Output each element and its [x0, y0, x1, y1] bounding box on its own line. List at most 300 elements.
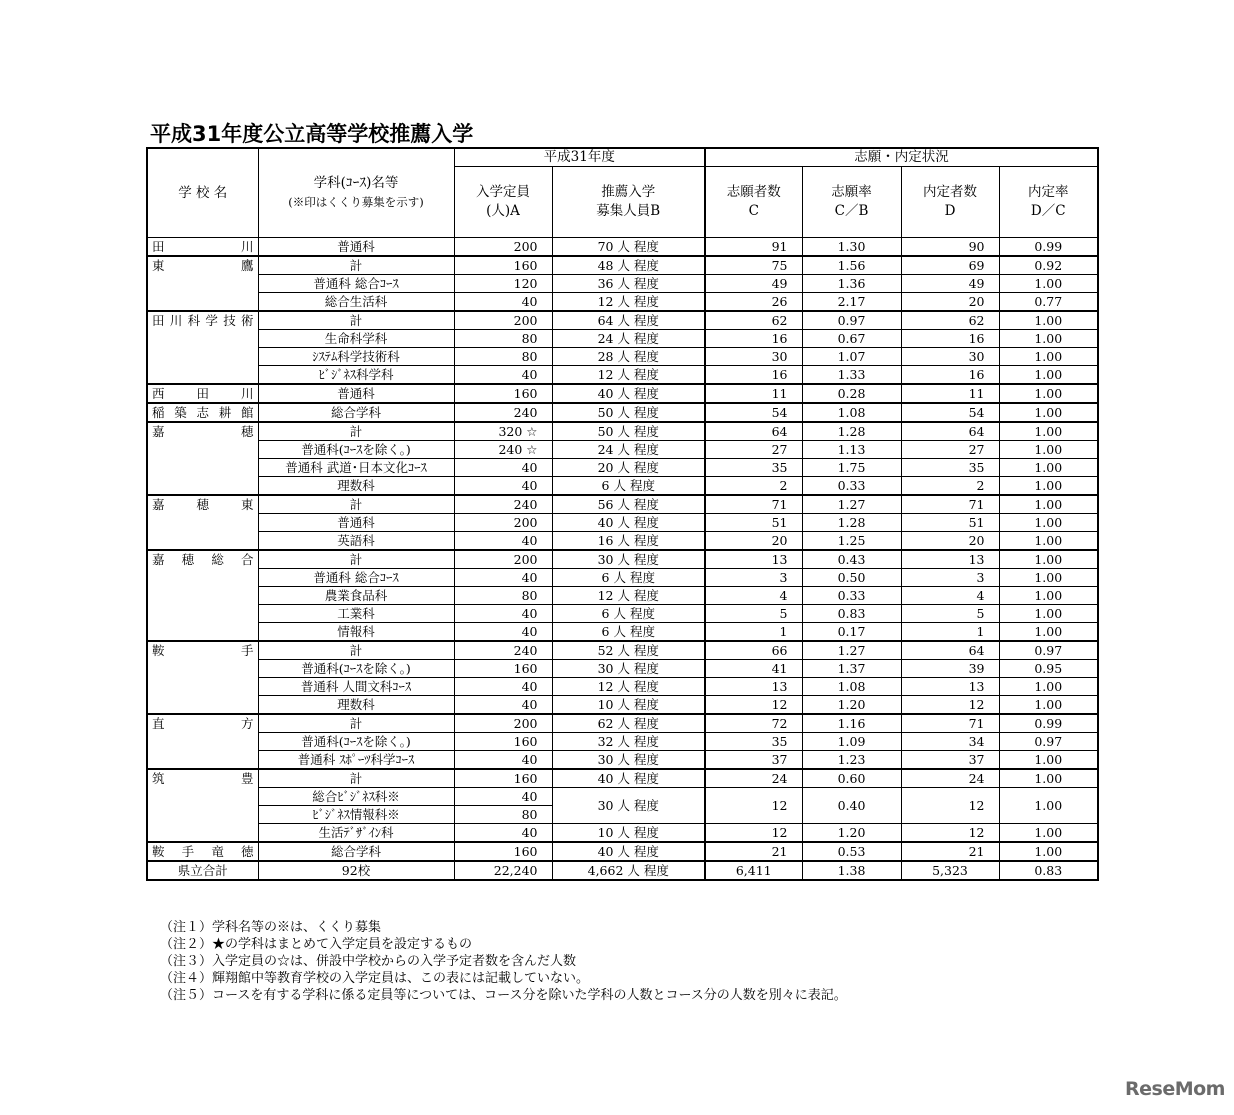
capacity-cell: 40	[454, 623, 552, 642]
recruit-cell: 50 人 程度	[552, 403, 705, 422]
applicants-cell: 13	[705, 678, 802, 696]
app-rate-cell: 1.09	[802, 733, 901, 751]
table-row	[147, 824, 1098, 843]
applicants-cell: 35	[705, 459, 802, 477]
admitted-cell: 1	[901, 623, 999, 642]
recruit-cell: 56 人 程度	[552, 495, 705, 514]
dept-cell: 生活ﾃﾞｻﾞｲﾝ科	[258, 824, 454, 843]
recruit-cell: 28 人 程度	[552, 348, 705, 366]
header-admitted: 内定者数 D	[901, 167, 999, 238]
admitted-cell: 34	[901, 733, 999, 751]
dept-cell: 工業科	[258, 605, 454, 623]
app-rate-cell: 1.75	[802, 459, 901, 477]
capacity-cell: 40	[454, 678, 552, 696]
dept-cell: 普通科	[258, 384, 454, 403]
capacity-cell: 160	[454, 384, 552, 403]
capacity-cell: 320 ☆	[454, 422, 552, 441]
dept-cell: 普通科 武道･日本文化ｺｰｽ	[258, 459, 454, 477]
admitted-cell: 12	[901, 824, 999, 843]
table-header	[147, 148, 1098, 238]
capacity-cell: 40	[454, 293, 552, 312]
recruit-cell: 40 人 程度	[552, 842, 705, 861]
school-name-cell	[147, 348, 258, 366]
dept-cell: 普通科(ｺｰｽを除く。)	[258, 733, 454, 751]
school-name-cell	[147, 751, 258, 770]
total-label: 県立合計	[147, 861, 258, 880]
adm-rate-cell: 1.00	[999, 384, 1098, 403]
recruit-cell: 36 人 程度	[552, 275, 705, 293]
table-row	[147, 623, 1098, 642]
applicants-cell: 71	[705, 495, 802, 514]
applicants-cell: 64	[705, 422, 802, 441]
recruit-cell: 50 人 程度	[552, 422, 705, 441]
applicants-cell: 37	[705, 751, 802, 770]
school-name-cell	[147, 366, 258, 385]
dept-cell: 英語科	[258, 532, 454, 551]
recruit-cell: 16 人 程度	[552, 532, 705, 551]
admitted-cell: 35	[901, 459, 999, 477]
adm-rate-cell: 0.97	[999, 733, 1098, 751]
applicants-cell: 27	[705, 441, 802, 459]
admitted-cell: 2	[901, 477, 999, 496]
capacity-cell: 200	[454, 238, 552, 257]
applicants-cell: 75	[705, 256, 802, 275]
dept-cell: 普通科 総合ｺｰｽ	[258, 275, 454, 293]
adm-rate-cell: 1.00	[999, 403, 1098, 422]
recruit-cell: 40 人 程度	[552, 384, 705, 403]
applicants-cell: 12	[705, 788, 802, 824]
admitted-cell: 4	[901, 587, 999, 605]
table-row	[147, 569, 1098, 587]
school-name-cell: 田 川	[147, 238, 258, 257]
header-app-rate: 志願率 C／B	[802, 167, 901, 238]
capacity-cell: 40	[454, 366, 552, 385]
table-row	[147, 238, 1098, 257]
admitted-cell: 90	[901, 238, 999, 257]
adm-rate-cell: 1.00	[999, 678, 1098, 696]
header-group-year: 平成31年度	[454, 148, 705, 167]
applicants-cell: 66	[705, 641, 802, 660]
total-schools: 92校	[258, 861, 454, 880]
applicants-cell: 62	[705, 311, 802, 330]
app-rate-cell: 1.37	[802, 660, 901, 678]
recruit-cell: 6 人 程度	[552, 605, 705, 623]
admitted-cell: 37	[901, 751, 999, 770]
admitted-cell: 30	[901, 348, 999, 366]
dept-cell: 総合生活科	[258, 293, 454, 312]
capacity-cell: 160	[454, 733, 552, 751]
capacity-cell: 40	[454, 751, 552, 770]
applicants-cell: 35	[705, 733, 802, 751]
admitted-cell: 3	[901, 569, 999, 587]
app-rate-cell: 0.33	[802, 587, 901, 605]
adm-rate-cell: 0.95	[999, 660, 1098, 678]
school-name-cell: 鞍手竜徳	[147, 842, 258, 861]
school-name-cell	[147, 441, 258, 459]
dept-cell: 総合学科	[258, 842, 454, 861]
school-name-cell	[147, 678, 258, 696]
adm-rate-cell: 1.00	[999, 751, 1098, 770]
dept-cell: 計	[258, 422, 454, 441]
app-rate-cell: 1.07	[802, 348, 901, 366]
dept-cell: 普通科	[258, 238, 454, 257]
admitted-cell: 39	[901, 660, 999, 678]
recruit-cell: 52 人 程度	[552, 641, 705, 660]
dept-cell: 理数科	[258, 696, 454, 715]
school-name-cell	[147, 788, 258, 806]
school-name-cell	[147, 293, 258, 312]
total-row	[147, 861, 1098, 880]
applicants-cell: 20	[705, 532, 802, 551]
capacity-cell: 80	[454, 806, 552, 824]
app-rate-cell: 0.83	[802, 605, 901, 623]
capacity-cell: 240	[454, 403, 552, 422]
school-name-cell	[147, 623, 258, 642]
dept-cell: 計	[258, 641, 454, 660]
capacity-cell: 240	[454, 495, 552, 514]
admitted-cell: 20	[901, 532, 999, 551]
dept-cell: 計	[258, 550, 454, 569]
table-row	[147, 696, 1098, 715]
adm-rate-cell: 1.00	[999, 587, 1098, 605]
recruit-cell: 70 人 程度	[552, 238, 705, 257]
app-rate-cell: 0.17	[802, 623, 901, 642]
admitted-cell: 24	[901, 769, 999, 788]
adm-rate-cell: 1.00	[999, 569, 1098, 587]
header-dept: 学科(ｺｰｽ)名等 (※印はくくり募集を示す)	[258, 148, 454, 238]
app-rate-cell: 0.50	[802, 569, 901, 587]
recruit-cell: 12 人 程度	[552, 678, 705, 696]
recruit-cell: 30 人 程度	[552, 660, 705, 678]
total-capacity: 22,240	[454, 861, 552, 880]
recruit-cell: 10 人 程度	[552, 824, 705, 843]
adm-rate-cell: 1.00	[999, 495, 1098, 514]
table-row	[147, 788, 1098, 806]
table-row	[147, 605, 1098, 623]
capacity-cell: 160	[454, 769, 552, 788]
recruit-cell: 12 人 程度	[552, 587, 705, 605]
dept-cell: 総合学科	[258, 403, 454, 422]
applicants-cell: 1	[705, 623, 802, 642]
app-rate-cell: 2.17	[802, 293, 901, 312]
table-row	[147, 459, 1098, 477]
recruit-cell: 32 人 程度	[552, 733, 705, 751]
capacity-cell: 240 ☆	[454, 441, 552, 459]
dept-cell: 普通科 ｽﾎﾟｰﾂ科学ｺｰｽ	[258, 751, 454, 770]
table-row	[147, 842, 1098, 861]
app-rate-cell: 1.08	[802, 678, 901, 696]
applicants-cell: 5	[705, 605, 802, 623]
table-row	[147, 751, 1098, 770]
school-name-cell: 東 鷹	[147, 256, 258, 275]
admitted-cell: 13	[901, 550, 999, 569]
adm-rate-cell: 1.00	[999, 330, 1098, 348]
adm-rate-cell: 0.92	[999, 256, 1098, 275]
admitted-cell: 69	[901, 256, 999, 275]
app-rate-cell: 1.36	[802, 275, 901, 293]
applicants-cell: 2	[705, 477, 802, 496]
recruit-cell: 6 人 程度	[552, 569, 705, 587]
applicants-cell: 91	[705, 238, 802, 257]
capacity-cell: 40	[454, 459, 552, 477]
recruit-cell: 10 人 程度	[552, 696, 705, 715]
applicants-cell: 4	[705, 587, 802, 605]
dept-cell: 普通科(ｺｰｽを除く。)	[258, 660, 454, 678]
school-name-cell: 鞍 手	[147, 641, 258, 660]
applicants-cell: 54	[705, 403, 802, 422]
header-applicants: 志願者数 C	[705, 167, 802, 238]
recruit-cell: 12 人 程度	[552, 293, 705, 312]
school-name-cell	[147, 696, 258, 715]
admission-table	[146, 147, 1099, 881]
table-row	[147, 495, 1098, 514]
table-body	[147, 238, 1098, 862]
footnote: （注４）輝翔館中等教育学校の入学定員は、この表には記載していない。	[160, 971, 590, 986]
recruit-cell: 48 人 程度	[552, 256, 705, 275]
recruit-cell: 64 人 程度	[552, 311, 705, 330]
applicants-cell: 11	[705, 384, 802, 403]
capacity-cell: 80	[454, 587, 552, 605]
applicants-cell: 41	[705, 660, 802, 678]
header-group-status: 志願・内定状況	[705, 148, 1098, 167]
admitted-cell: 12	[901, 696, 999, 715]
recruit-cell: 40 人 程度	[552, 769, 705, 788]
table-row	[147, 256, 1098, 275]
applicants-cell: 13	[705, 550, 802, 569]
school-name-cell: 嘉穂東	[147, 495, 258, 514]
total-app-rate: 1.38	[802, 861, 901, 880]
school-name-cell	[147, 532, 258, 551]
adm-rate-cell: 1.00	[999, 275, 1098, 293]
total-recruit: 4,662 人 程度	[552, 861, 705, 880]
applicants-cell: 21	[705, 842, 802, 861]
table-row	[147, 678, 1098, 696]
recruit-cell: 30 人 程度	[552, 751, 705, 770]
dept-cell: 計	[258, 495, 454, 514]
applicants-cell: 24	[705, 769, 802, 788]
header-adm-rate: 内定率 D／C	[999, 167, 1098, 238]
admitted-cell: 11	[901, 384, 999, 403]
adm-rate-cell: 0.99	[999, 714, 1098, 733]
app-rate-cell: 1.27	[802, 495, 901, 514]
footnote: （注２）★の学科はまとめて入学定員を設定するもの	[160, 937, 473, 952]
header-school: 学 校 名	[147, 148, 258, 238]
school-name-cell	[147, 330, 258, 348]
total-adm-rate: 0.83	[999, 861, 1098, 880]
recruit-cell: 30 人 程度	[552, 788, 705, 824]
app-rate-cell: 1.20	[802, 824, 901, 843]
app-rate-cell: 0.67	[802, 330, 901, 348]
school-name-cell	[147, 514, 258, 532]
table-row	[147, 293, 1098, 312]
capacity-cell: 160	[454, 842, 552, 861]
table-row	[147, 550, 1098, 569]
app-rate-cell: 0.97	[802, 311, 901, 330]
dept-cell: 総合ﾋﾞｼﾞﾈｽ科※	[258, 788, 454, 806]
dept-cell: ﾋﾞｼﾞﾈｽ情報科※	[258, 806, 454, 824]
footnote: （注３）入学定員の☆は、併設中学校からの入学予定者数を含んだ人数	[160, 954, 577, 969]
table-row	[147, 660, 1098, 678]
adm-rate-cell: 1.00	[999, 623, 1098, 642]
adm-rate-cell: 0.99	[999, 238, 1098, 257]
capacity-cell: 40	[454, 532, 552, 551]
app-rate-cell: 0.60	[802, 769, 901, 788]
recruit-cell: 6 人 程度	[552, 623, 705, 642]
page-title: 平成31年度公立高等学校推薦入学	[150, 122, 474, 146]
capacity-cell: 160	[454, 256, 552, 275]
header-recruit: 推薦入学 募集人員B	[552, 167, 705, 238]
app-rate-cell: 1.25	[802, 532, 901, 551]
admitted-cell: 71	[901, 714, 999, 733]
admitted-cell: 12	[901, 788, 999, 824]
recruit-cell: 62 人 程度	[552, 714, 705, 733]
app-rate-cell: 0.53	[802, 842, 901, 861]
school-name-cell: 嘉穂総合	[147, 550, 258, 569]
capacity-cell: 40	[454, 605, 552, 623]
applicants-cell: 26	[705, 293, 802, 312]
capacity-cell: 160	[454, 660, 552, 678]
recruit-cell: 24 人 程度	[552, 441, 705, 459]
table-row	[147, 514, 1098, 532]
recruit-cell: 12 人 程度	[552, 366, 705, 385]
adm-rate-cell: 1.00	[999, 477, 1098, 496]
dept-cell: 理数科	[258, 477, 454, 496]
school-name-cell	[147, 660, 258, 678]
app-rate-cell: 1.13	[802, 441, 901, 459]
adm-rate-cell: 1.00	[999, 824, 1098, 843]
adm-rate-cell: 1.00	[999, 532, 1098, 551]
school-name-cell: 嘉 穂	[147, 422, 258, 441]
capacity-cell: 80	[454, 330, 552, 348]
dept-cell: 普通科 人間文科ｺｰｽ	[258, 678, 454, 696]
capacity-cell: 200	[454, 514, 552, 532]
recruit-cell: 40 人 程度	[552, 514, 705, 532]
school-name-cell	[147, 824, 258, 843]
dept-cell: 計	[258, 769, 454, 788]
table-row	[147, 441, 1098, 459]
applicants-cell: 12	[705, 696, 802, 715]
app-rate-cell: 1.08	[802, 403, 901, 422]
school-name-cell: 直 方	[147, 714, 258, 733]
capacity-cell: 80	[454, 348, 552, 366]
admitted-cell: 54	[901, 403, 999, 422]
dept-cell: 普通科(ｺｰｽを除く。)	[258, 441, 454, 459]
table-row	[147, 477, 1098, 496]
table-row	[147, 403, 1098, 422]
table-row	[147, 532, 1098, 551]
app-rate-cell: 1.28	[802, 514, 901, 532]
app-rate-cell: 1.33	[802, 366, 901, 385]
dept-cell: 計	[258, 714, 454, 733]
dept-cell: 農業食品科	[258, 587, 454, 605]
applicants-cell: 30	[705, 348, 802, 366]
recruit-cell: 30 人 程度	[552, 550, 705, 569]
school-name-cell: 稲築志耕館	[147, 403, 258, 422]
adm-rate-cell: 0.77	[999, 293, 1098, 312]
admitted-cell: 21	[901, 842, 999, 861]
app-rate-cell: 1.28	[802, 422, 901, 441]
admitted-cell: 64	[901, 422, 999, 441]
applicants-cell: 16	[705, 366, 802, 385]
applicants-cell: 72	[705, 714, 802, 733]
dept-cell: 情報科	[258, 623, 454, 642]
applicants-cell: 49	[705, 275, 802, 293]
admitted-cell: 71	[901, 495, 999, 514]
recruit-cell: 6 人 程度	[552, 477, 705, 496]
app-rate-cell: 1.16	[802, 714, 901, 733]
school-name-cell	[147, 477, 258, 496]
capacity-cell: 40	[454, 477, 552, 496]
capacity-cell: 40	[454, 569, 552, 587]
adm-rate-cell: 1.00	[999, 459, 1098, 477]
app-rate-cell: 0.33	[802, 477, 901, 496]
admitted-cell: 16	[901, 330, 999, 348]
table-row	[147, 348, 1098, 366]
admitted-cell: 51	[901, 514, 999, 532]
app-rate-cell: 0.28	[802, 384, 901, 403]
capacity-cell: 200	[454, 311, 552, 330]
capacity-cell: 240	[454, 641, 552, 660]
adm-rate-cell: 1.00	[999, 441, 1098, 459]
adm-rate-cell: 1.00	[999, 605, 1098, 623]
table-row	[147, 311, 1098, 330]
adm-rate-cell: 1.00	[999, 311, 1098, 330]
capacity-cell: 200	[454, 714, 552, 733]
capacity-cell: 200	[454, 550, 552, 569]
app-rate-cell: 1.30	[802, 238, 901, 257]
total-admitted: 5,323	[901, 861, 999, 880]
adm-rate-cell: 1.00	[999, 696, 1098, 715]
app-rate-cell: 1.23	[802, 751, 901, 770]
app-rate-cell: 1.56	[802, 256, 901, 275]
table-row	[147, 587, 1098, 605]
admitted-cell: 62	[901, 311, 999, 330]
school-name-cell: 西田川	[147, 384, 258, 403]
table-row	[147, 422, 1098, 441]
school-name-cell	[147, 806, 258, 824]
school-name-cell: 田川科学技術	[147, 311, 258, 330]
app-rate-cell: 1.27	[802, 641, 901, 660]
dept-cell: 普通科 総合ｺｰｽ	[258, 569, 454, 587]
admitted-cell: 16	[901, 366, 999, 385]
table-row	[147, 366, 1098, 385]
table-row	[147, 330, 1098, 348]
table-row	[147, 275, 1098, 293]
capacity-cell: 40	[454, 788, 552, 806]
adm-rate-cell: 1.00	[999, 842, 1098, 861]
capacity-cell: 40	[454, 824, 552, 843]
school-name-cell	[147, 275, 258, 293]
recruit-cell: 20 人 程度	[552, 459, 705, 477]
admitted-cell: 5	[901, 605, 999, 623]
admitted-cell: 49	[901, 275, 999, 293]
app-rate-cell: 0.43	[802, 550, 901, 569]
adm-rate-cell: 0.97	[999, 641, 1098, 660]
admitted-cell: 20	[901, 293, 999, 312]
applicants-cell: 51	[705, 514, 802, 532]
school-name-cell	[147, 569, 258, 587]
adm-rate-cell: 1.00	[999, 348, 1098, 366]
header-capacity: 入学定員 (人)A	[454, 167, 552, 238]
table-row	[147, 733, 1098, 751]
app-rate-cell: 1.20	[802, 696, 901, 715]
table-row	[147, 384, 1098, 403]
capacity-cell: 120	[454, 275, 552, 293]
school-name-cell	[147, 605, 258, 623]
applicants-cell: 12	[705, 824, 802, 843]
dept-cell: ｼｽﾃﾑ科学技術科	[258, 348, 454, 366]
dept-cell: 計	[258, 311, 454, 330]
